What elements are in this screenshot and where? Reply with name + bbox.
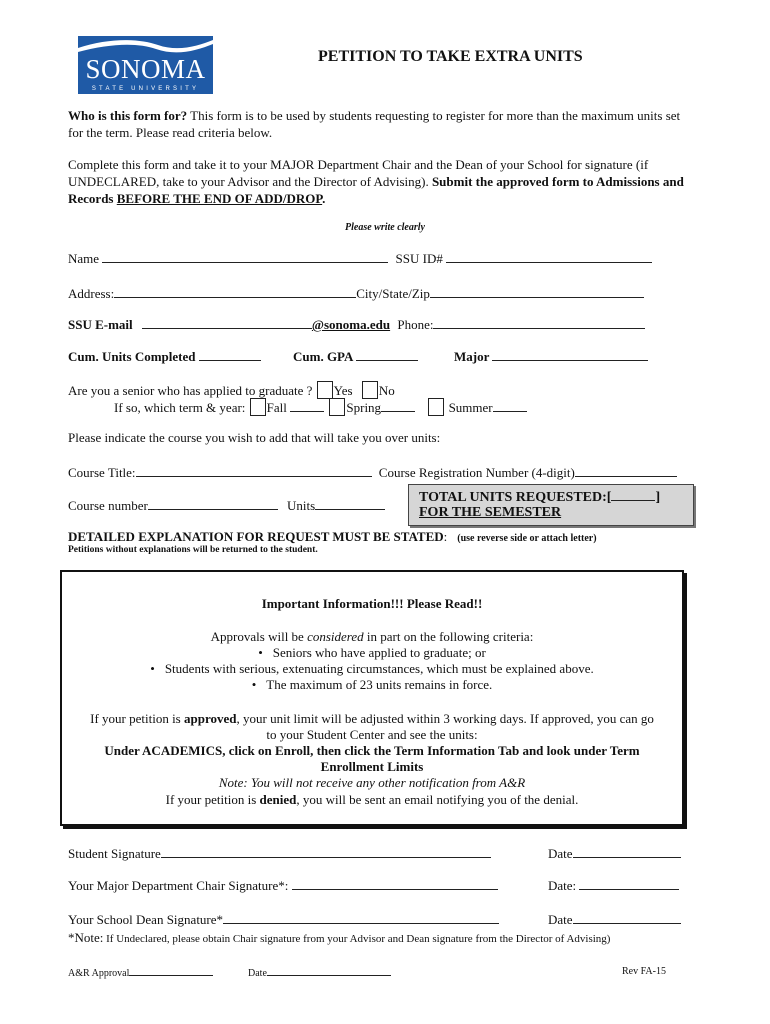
- instructions-submit: Submit the approved form to Admissions and Records: [68, 174, 684, 206]
- footer-date-field[interactable]: [267, 966, 391, 976]
- student-date-row: Date: [548, 845, 681, 862]
- dean-signature-row: [68, 911, 499, 928]
- units-field[interactable]: [315, 497, 385, 510]
- approved-line: If your petition is approved, your unit limit will be adjusted within 3 working days. If approved, you can go: [90, 711, 654, 726]
- criteria-bullet: • The maximum of 23 units remains in force.: [251, 677, 493, 692]
- criteria-intro: Approvals will be considered in part on the following criteria:: [210, 629, 534, 644]
- total-units-box: [408, 484, 694, 526]
- explanation-note: (use reverse side or attach letter): [457, 533, 597, 544]
- chair-signature-row: [68, 877, 498, 894]
- name-row: [68, 250, 652, 267]
- academics-line-2: Enrollment Limits: [320, 759, 424, 774]
- for-semester-label: FOR THE SEMESTER: [419, 505, 562, 520]
- total-units-field[interactable]: [611, 487, 655, 501]
- cum-gpa-row: [293, 348, 418, 365]
- fall-label: Fall: [266, 400, 287, 415]
- term-row: [114, 398, 527, 416]
- course-title-label: Course Title:: [68, 465, 136, 480]
- notification-note: Note: You will not receive any other notification from A&R: [218, 775, 526, 790]
- ssu-id-field[interactable]: [446, 250, 652, 263]
- no-label: No: [378, 383, 395, 398]
- course-number-field[interactable]: [148, 497, 278, 510]
- explanation-heading: DETAILED EXPLANATION FOR REQUEST MUST BE STATED: [68, 529, 444, 544]
- term-question: If so, which term & year:: [114, 400, 246, 415]
- major-row: [454, 348, 648, 365]
- intro-text: This form is to be used by students requesting to register for more than the maximum units set for the term. Please read criteria below.: [68, 108, 681, 140]
- email-row: [68, 316, 645, 333]
- criteria-bullet: • Students with serious, extenuating circumstances, which must be explained above.: [150, 661, 594, 676]
- name-label: Name: [68, 251, 100, 266]
- course-number-label: Course number: [68, 498, 148, 513]
- intro-paragraph: [68, 107, 688, 141]
- page-title: PETITION TO TAKE EXTRA UNITS: [318, 48, 583, 65]
- instructions-text: Complete this form and take it to your MAJOR Department Chair and the Dean of your School for signature (if UNDECLARED, take to your Advisor and the Director of Advising).: [68, 157, 649, 189]
- crn-field[interactable]: [575, 464, 677, 477]
- major-field[interactable]: [492, 348, 648, 361]
- email-field[interactable]: [142, 316, 312, 329]
- intro-question: Who is this form for?: [68, 108, 188, 123]
- dean-date-field[interactable]: [573, 911, 681, 924]
- dean-signature-label: Your School Dean Signature*: [68, 912, 224, 927]
- footer-date-row: Date: [248, 966, 391, 979]
- address-field[interactable]: [114, 285, 356, 298]
- dean-date-row: Date: [548, 911, 681, 928]
- undeclared-note: *Note: If Undeclared, please obtain Chair signature from your Advisor and Dean signature from the Director of Advising): [68, 930, 611, 945]
- chair-date-field[interactable]: [579, 877, 679, 890]
- no-checkbox[interactable]: [362, 381, 378, 399]
- info-heading: Important Information!!! Please Read!!: [261, 596, 483, 611]
- email-domain: @sonoma.edu: [311, 317, 391, 332]
- returned-note: Petitions without explanations will be returned to the student.: [68, 545, 318, 555]
- student-signature-row: [68, 845, 491, 862]
- ar-approval-field[interactable]: [129, 966, 213, 976]
- logo-name: SONOMA: [85, 54, 206, 84]
- student-signature-label: Student Signature: [68, 846, 161, 861]
- course-number-row: [68, 497, 385, 514]
- senior-question: Are you a senior who has applied to graduate ?: [68, 383, 313, 398]
- fall-checkbox[interactable]: [250, 398, 266, 416]
- phone-label: Phone:: [397, 317, 434, 332]
- yes-checkbox[interactable]: [317, 381, 333, 399]
- address-label: Address:: [68, 286, 115, 301]
- chair-signature-field[interactable]: [292, 877, 498, 890]
- units-label: Units: [287, 498, 316, 513]
- city-field[interactable]: [430, 285, 644, 298]
- dean-signature-field[interactable]: [223, 911, 499, 924]
- city-label: City/State/Zip: [356, 286, 430, 301]
- course-intro: Please indicate the course you wish to add that will take you over units:: [68, 430, 441, 445]
- spring-year-field[interactable]: [381, 399, 415, 412]
- revision-label: Rev FA-15: [622, 966, 666, 977]
- cum-gpa-label: Cum. GPA: [293, 349, 353, 364]
- summer-label: Summer: [448, 400, 493, 415]
- chair-date-row: Date:: [548, 877, 679, 894]
- instructions-paragraph: Complete this form and take it to your MAJOR Department Chair and the Dean of your School for signature (if UNDECLARED, take to your Advisor and the Director of Advising). Submit the approved form to Admissions and Records BEFORE THE END OF ADD/DROP.: [68, 157, 684, 206]
- spring-checkbox[interactable]: [329, 398, 345, 416]
- spring-label: Spring: [346, 400, 382, 415]
- course-title-row: [68, 464, 677, 481]
- email-label: SSU E-mail: [68, 317, 133, 332]
- phone-field[interactable]: [433, 316, 645, 329]
- name-field[interactable]: [102, 250, 388, 263]
- address-row: [68, 285, 644, 302]
- explanation-row: DETAILED EXPLANATION FOR REQUEST MUST BE STATED: (use reverse side or attach letter): [68, 529, 597, 544]
- ssu-id-label: SSU ID#: [395, 251, 443, 266]
- criteria-bullet: • Seniors who have applied to graduate; or: [258, 645, 486, 660]
- cum-gpa-field[interactable]: [356, 348, 418, 361]
- write-clearly-note: Please write clearly: [345, 222, 425, 233]
- academics-line-1: Under ACADEMICS, click on Enroll, then click the Term Information Tab and look under Term: [104, 743, 640, 758]
- cum-units-field[interactable]: [199, 348, 261, 361]
- major-label: Major: [454, 349, 490, 364]
- approved-line-2: to your Student Center and see the units:: [266, 727, 478, 742]
- summer-checkbox[interactable]: [428, 398, 444, 416]
- yes-label: Yes: [333, 383, 353, 398]
- senior-row: [68, 381, 395, 399]
- student-date-field[interactable]: [573, 845, 681, 858]
- denied-line: If your petition is denied, you will be sent an email notifying you of the denial.: [165, 792, 579, 807]
- cum-units-label: Cum. Units Completed: [68, 349, 196, 364]
- summer-year-field[interactable]: [493, 399, 527, 412]
- course-title-field[interactable]: [136, 464, 372, 477]
- logo-subtitle: STATE UNIVERSITY: [91, 86, 200, 92]
- important-info-box: [60, 570, 684, 826]
- ar-approval-row: A&R Approval: [68, 966, 213, 979]
- cum-units-row: [68, 348, 261, 365]
- total-units-label: TOTAL UNITS REQUESTED:[ ]: [419, 487, 660, 506]
- instructions-deadline: BEFORE THE END OF ADD/DROP: [116, 191, 323, 206]
- sonoma-logo: [78, 36, 213, 94]
- student-signature-field[interactable]: [161, 845, 491, 858]
- fall-year-field[interactable]: [290, 399, 324, 412]
- chair-signature-label: Your Major Department Chair Signature*:: [68, 878, 289, 893]
- crn-label: Course Registration Number (4-digit): [378, 465, 575, 480]
